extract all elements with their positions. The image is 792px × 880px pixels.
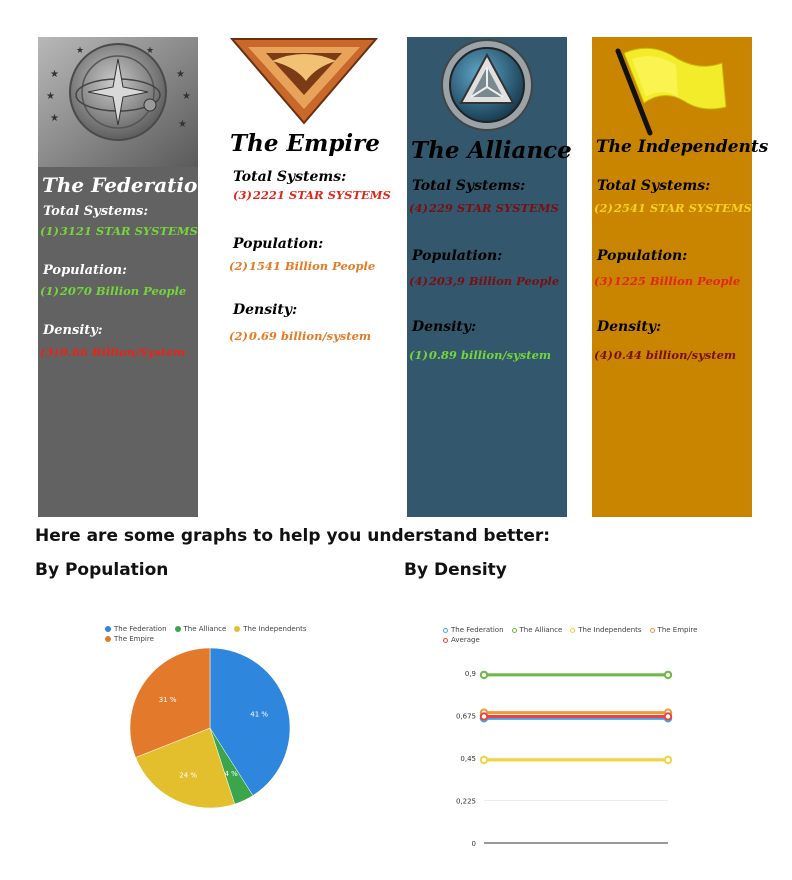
- empire-emblem: [226, 37, 386, 127]
- alliance-total-label: Total Systems:: [412, 178, 526, 194]
- federation-emblem: [38, 37, 198, 167]
- independents-title: The Independents: [596, 137, 769, 157]
- alliance-panel: [407, 37, 572, 517]
- legend-ring-icon: [512, 628, 517, 633]
- y-tick-label: 0: [471, 840, 476, 848]
- federation-total-label: Total Systems:: [43, 204, 149, 219]
- flag-icon: [592, 37, 752, 137]
- independents-density-value: (4)0.44 billion/system: [594, 348, 737, 362]
- alliance-total-value: (4)229 STAR SYSTEMS: [409, 201, 559, 215]
- pie-legend-label: The Independents: [243, 625, 307, 633]
- pie-legend-label: The Empire: [114, 635, 154, 643]
- empire-density-label: Density:: [233, 302, 298, 318]
- line-legend-item: [650, 626, 698, 634]
- y-tick-label: 0,675: [455, 712, 476, 721]
- y-tick-label: 0,45: [460, 755, 476, 763]
- density-line-chart: [440, 642, 700, 872]
- pie-legend-label: The Alliance: [183, 625, 227, 633]
- line-legend-label: Average: [451, 636, 480, 644]
- line-legend-label: The Independents: [578, 626, 642, 634]
- legend-ring-icon: [650, 628, 655, 633]
- independents-pop-label: Population:: [597, 248, 688, 264]
- intro-heading: Here are some graphs to help you understand better:: [35, 526, 551, 546]
- svg-text:★: ★: [182, 91, 191, 102]
- empire-pop-value: (2)1541 Billion People: [229, 259, 376, 273]
- svg-text:★: ★: [176, 69, 185, 80]
- federation-density-label: Density:: [43, 323, 103, 338]
- alliance-pop-label: Population:: [412, 248, 503, 264]
- svg-text:★: ★: [50, 69, 59, 80]
- federation-total-value: (1)3121 STAR SYSTEMS: [40, 224, 198, 238]
- series-point-the-alliance: [481, 672, 487, 678]
- federation-panel: [38, 37, 212, 517]
- series-point-the-independents: [481, 757, 487, 763]
- series-point-average: [665, 713, 671, 719]
- line-legend-item: [570, 626, 641, 634]
- line-legend-label: The Federation: [451, 626, 504, 634]
- empire-title: The Empire: [230, 130, 380, 157]
- independents-density-label: Density:: [597, 319, 662, 335]
- svg-text:★: ★: [146, 46, 155, 56]
- pie-value-label: 24 %: [179, 771, 198, 780]
- alliance-density-label: Density:: [412, 319, 477, 335]
- svg-text:★: ★: [50, 113, 59, 124]
- density-heading: By Density: [404, 560, 507, 580]
- pie-value-label: 4 %: [224, 769, 238, 778]
- federation-density-value: (3)0.66 Billion/System: [40, 345, 186, 359]
- line-legend-item: [512, 626, 563, 634]
- pie-value-label: 31 %: [158, 696, 177, 705]
- empire-total-label: Total Systems:: [233, 169, 347, 185]
- svg-text:★: ★: [178, 119, 187, 130]
- series-point-average: [481, 713, 487, 719]
- federation-pop-value: (1)2070 Billion People: [40, 284, 187, 298]
- alliance-density-value: (1)0.89 billion/system: [409, 348, 552, 362]
- empire-total-value: (3)2221 STAR SYSTEMS: [233, 188, 391, 202]
- alliance-title: The Alliance: [411, 137, 572, 164]
- pie-legend-label: The Federation: [114, 625, 167, 633]
- svg-text:★: ★: [46, 91, 55, 102]
- independents-total-label: Total Systems:: [597, 178, 711, 194]
- pie-value-label: 41 %: [250, 710, 269, 719]
- legend-ring-icon: [570, 628, 575, 633]
- empire-panel: [226, 37, 391, 517]
- alliance-emblem: [407, 37, 567, 137]
- empire-pop-label: Population:: [233, 236, 324, 252]
- alliance-pop-value: (4)203,9 Billion People: [409, 274, 560, 288]
- independents-pop-value: (3)1225 Billion People: [594, 274, 741, 288]
- population-heading: By Population: [35, 560, 169, 580]
- legend-ring-icon: [443, 628, 448, 633]
- line-legend-item: [443, 626, 504, 634]
- y-tick-label: 0,9: [464, 670, 476, 678]
- series-point-the-alliance: [665, 672, 671, 678]
- y-tick-label: 0,225: [455, 797, 476, 806]
- line-legend-label: The Empire: [657, 626, 698, 634]
- independents-total-value: (2)2541 STAR SYSTEMS: [594, 201, 752, 215]
- population-pie-chart: [110, 628, 310, 828]
- svg-text:★: ★: [76, 46, 85, 56]
- federation-pop-label: Population:: [43, 263, 127, 278]
- federation-title: The Federation: [42, 173, 212, 197]
- independents-panel: [592, 37, 769, 517]
- empire-density-value: (2)0.69 billion/system: [229, 329, 372, 343]
- series-point-the-independents: [665, 757, 671, 763]
- line-legend-label: The Alliance: [519, 626, 563, 634]
